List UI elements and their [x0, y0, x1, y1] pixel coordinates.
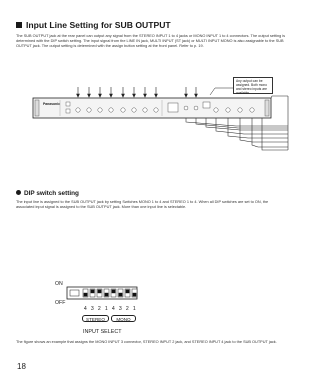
dip-switch-knob	[133, 293, 137, 297]
input-select-label: INPUT SELECT	[83, 329, 122, 335]
section-title-text: Input Line Setting for SUB OUTPUT	[26, 20, 171, 30]
mono-group-label: MONO	[111, 315, 136, 322]
dip-switch-knob	[105, 293, 109, 297]
callout-leader	[210, 88, 233, 95]
rack-unit	[33, 98, 271, 118]
callout-note: Any output can be assigned. Both mono and stereo inputs are available.	[233, 77, 273, 94]
dip-section-title-text: DIP switch setting	[24, 190, 79, 197]
input-arrows	[77, 87, 198, 97]
dip-switch-knob	[126, 290, 130, 294]
page-number: 18	[17, 362, 26, 371]
off-label: OFF	[55, 300, 66, 306]
dip-section-title	[16, 190, 79, 197]
switch-number: 3	[118, 306, 122, 312]
switch-number: 3	[90, 306, 94, 312]
brand-label: Panasonic	[43, 102, 60, 106]
switch-number: 1	[132, 306, 136, 312]
switch-number: 1	[104, 306, 108, 312]
on-label: ON	[55, 281, 63, 287]
intro-paragraph: The SUB OUTPUT jack at the rear panel can output any signal from the STEREO INPUT 1 to 4 jacks or MONO INPUT 1 to 4 connectors. The output setting is determined with the DIP switch setting. The input signal from the LINE IN jack, MULTI INPUT (ST jack) or MULTI INPUT MONO is also assignable to the SUB OUTPUT jack. The output setting is determined with the assign button setting at the front panel. Refer to p. 19.	[16, 34, 286, 49]
switch-number: 2	[97, 306, 101, 312]
switch-number: 4	[83, 306, 87, 312]
dip-switch-knob	[112, 290, 116, 294]
dip-switch-block	[66, 286, 138, 304]
dip-switch-knob	[119, 293, 123, 297]
dip-paragraph: The input line is assigned to the SUB OUTPUT jack by setting Switches MONO 1 to 4 and STEREO 1 to 4. When all DIP switches are set to ON, the associated input signal is assigned to the SUB OUTPUT jack. More than one input line is selectable.	[16, 200, 269, 210]
switch-number: 2	[125, 306, 129, 312]
circle-bullet-icon	[16, 190, 21, 195]
stereo-group-label: STEREO	[82, 315, 109, 322]
dip-switch-housing-mark	[70, 290, 79, 296]
figure-caption: The figure shows an example that assigns the MONO INPUT 3 connector, STEREO INPUT 2 jack, and STEREO INPUT 4 jack to the SUB OUTPUT jack.	[16, 340, 277, 344]
switch-number: 4	[111, 306, 115, 312]
dip-switch-knob	[91, 290, 95, 294]
dip-switch-knob	[98, 290, 102, 294]
dip-switch-knob	[84, 293, 88, 297]
